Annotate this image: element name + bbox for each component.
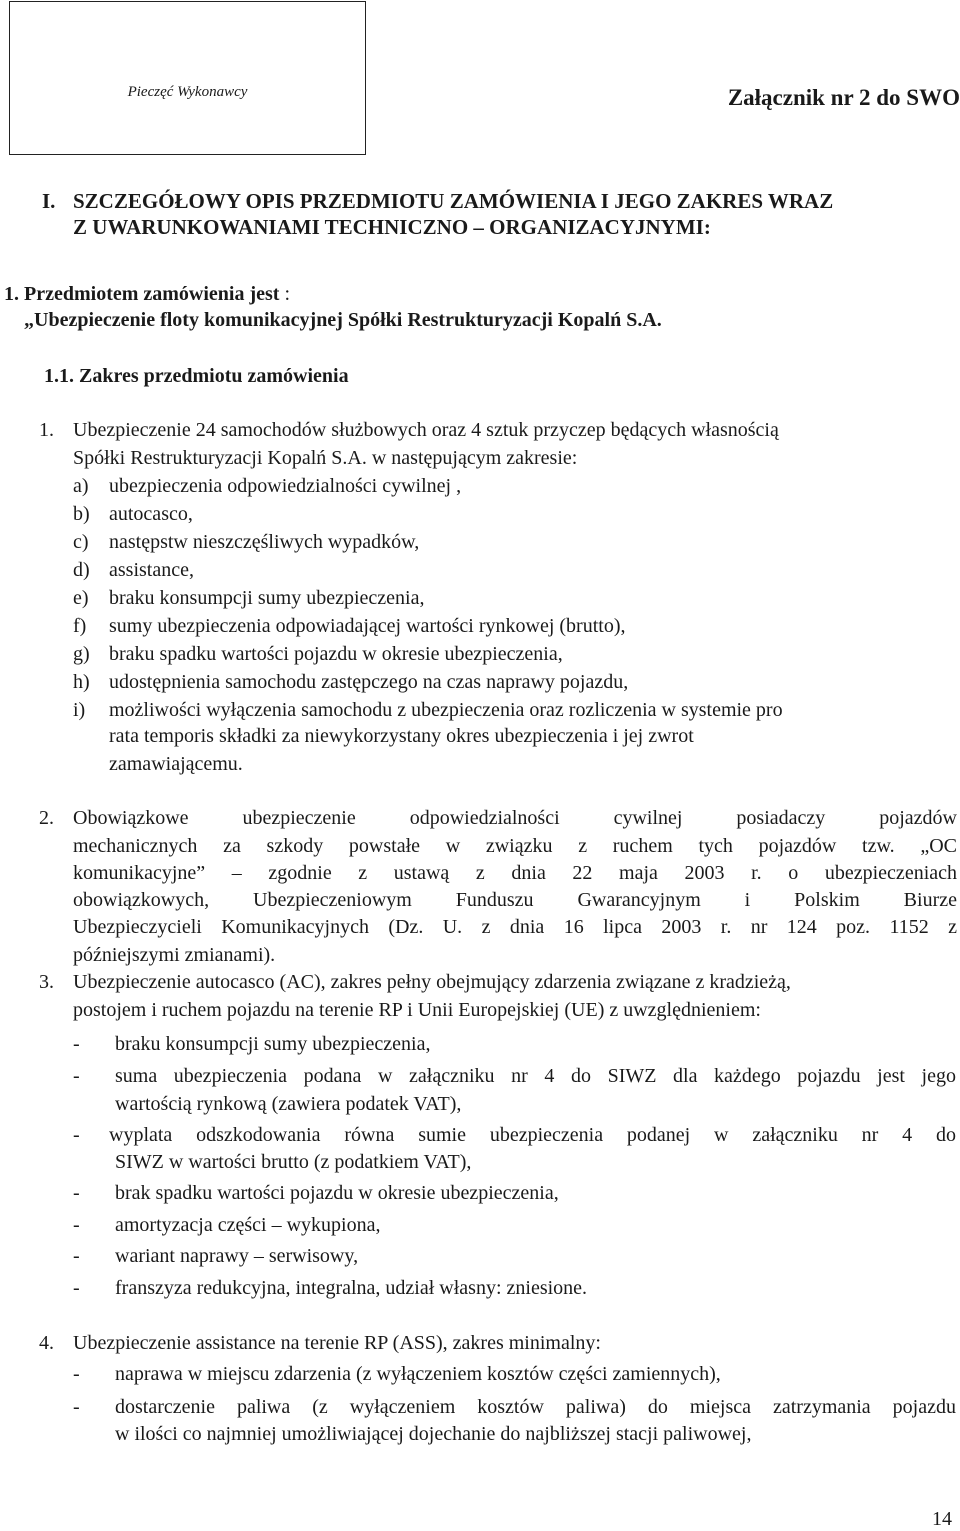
section-title-line2: Z UWARUNKOWANIAMI TECHNICZNO – ORGANIZACYJNYMI: — [73, 215, 711, 239]
list-letter-b: b) — [73, 503, 90, 525]
item3-bullet-3-cont: SIWZ w wartości brutto (z podatkiem VAT), — [115, 1151, 472, 1173]
list-item-d: assistance, — [109, 559, 194, 581]
scope-heading: 1.1. Zakres przedmiotu zamówienia — [44, 365, 349, 387]
list-item-e: braku konsumpcji sumy ubezpieczenia, — [109, 587, 425, 609]
item3-bullet-2-cont: wartością rynkową (zawiera podatek VAT), — [115, 1093, 462, 1115]
item4-bullet-2: dostarczenie paliwa (z wyłączeniem kosztów paliwa) do miejsca zatrzymania pojazdu — [115, 1396, 956, 1418]
item3-dash-5: - — [73, 1214, 80, 1236]
list-item-i: możliwości wyłączenia samochodu z ubezpieczenia oraz rozliczenia w systemie pro — [109, 699, 783, 721]
list-letter-h: h) — [73, 671, 90, 693]
item2-line5: Ubezpieczycieli Komunikacyjnych (Dz. U. z dnia 16 lipca 2003 r. nr 124 poz. 1152 z — [73, 916, 957, 938]
list-item-b: autocasco, — [109, 503, 193, 525]
item3-dash-4: - — [73, 1182, 80, 1204]
item4-number: 4. — [39, 1332, 54, 1354]
item3-bullet-2: suma ubezpieczenia podana w załączniku nr 4 do SIWZ dla każdego pojazdu jest jego — [115, 1065, 956, 1087]
attachment-label: Załącznik nr 2 do SWO — [727, 85, 960, 110]
item2-number: 2. — [39, 807, 54, 829]
list-item-g: braku spadku wartości pojazdu w okresie ubezpieczenia, — [109, 643, 563, 665]
list-letter-c: c) — [73, 531, 89, 553]
item2-line3: komunikacyjne” – zgodnie z ustawą z dnia 22 maja 2003 r. o ubezpieczeniach — [73, 862, 957, 884]
stamp-label: Pieczęć Wykonawcy — [127, 84, 248, 100]
list-item-i-cont2: zamawiającemu. — [109, 753, 243, 775]
list-item-f: sumy ubezpieczenia odpowiadającej wartości rynkowej (brutto), — [109, 615, 626, 637]
list-item-i-cont1: rata temporis składki za niewykorzystany okres ubezpieczenia i jej zwrot — [109, 725, 694, 747]
subject-colon: : — [279, 283, 291, 305]
list-item-c: następstw nieszczęśliwych wypadków, — [109, 531, 420, 553]
item4-dash-1: - — [73, 1363, 80, 1385]
list-letter-g: g) — [73, 643, 90, 665]
item3-dash-6: - — [73, 1245, 80, 1267]
list-item-a: ubezpieczenia odpowiedzialności cywilnej , — [109, 475, 462, 497]
list-letter-d: d) — [73, 559, 90, 581]
subject-label: 1. Przedmiotem zamówienia jest — [4, 283, 280, 305]
contractor-stamp-box — [9, 1, 366, 155]
item3-bullet-1: braku konsumpcji sumy ubezpieczenia, — [115, 1033, 431, 1055]
item3-line2: postojem i ruchem pojazdu na terenie RP i Unii Europejskiej (UE) z uwzględnieniem: — [73, 999, 761, 1021]
item1-line2: Spółki Restrukturyzacji Kopalń S.A. w następującym zakresie: — [73, 447, 578, 469]
item3-number: 3. — [39, 971, 54, 993]
item3-bullet-7: franszyza redukcyjna, integralna, udział własny: zniesione. — [115, 1277, 588, 1299]
list-letter-f: f) — [73, 615, 87, 637]
item4-dash-2: - — [73, 1396, 80, 1418]
item3-bullet-6: wariant naprawy – serwisowy, — [115, 1245, 359, 1267]
item2-line1: Obowiązkowe ubezpieczenie odpowiedzialności cywilnej posiadaczy pojazdów — [73, 807, 957, 829]
item1-line1: Ubezpieczenie 24 samochodów służbowych oraz 4 sztuk przyczep będących własnością — [73, 419, 779, 441]
item1-number: 1. — [39, 419, 54, 441]
subject-line1 — [4, 282, 290, 306]
item3-dash-7: - — [73, 1277, 80, 1299]
item2-line2: mechanicznych za szkody powstałe w związku z ruchem tych pojazdów tzw. „OC — [73, 835, 957, 857]
item4-bullet-2-cont: w ilości co najmniej umożliwiającej dojechanie do najbliższej stacji paliwowej, — [115, 1423, 752, 1445]
list-letter-e: e) — [73, 587, 89, 609]
list-letter-a: a) — [73, 475, 89, 497]
item3-bullet-5: amortyzacja części – wykupiona, — [115, 1214, 381, 1236]
section-title-line1: SZCZEGÓŁOWY OPIS PRZEDMIOTU ZAMÓWIENIA I JEGO ZAKRES WRAZ — [73, 189, 834, 213]
item2-line6: późniejszymi zmianami). — [73, 944, 276, 966]
list-letter-i: i) — [73, 699, 86, 721]
item3-dash-2: - — [73, 1065, 80, 1087]
item4-bullet-1: naprawa w miejscu zdarzenia (z wyłączeniem kosztów części zamiennych), — [115, 1363, 721, 1385]
item3-line1: Ubezpieczenie autocasco (AC), zakres pełny obejmujący zdarzenia związane z kradzieżą, — [73, 971, 791, 993]
subject-title: „Ubezpieczenie floty komunikacyjnej Spółki Restrukturyzacji Kopalń S.A. — [24, 309, 662, 331]
item3-bullet-3: wyplata odszkodowania równa sumie ubezpieczenia podanej w załączniku nr 4 do — [109, 1124, 956, 1146]
item3-bullet-4: brak spadku wartości pojazdu w okresie ubezpieczenia, — [115, 1182, 559, 1204]
item2-line4: obowiązkowych, Ubezpieczeniowym Funduszu Gwarancyjnym i Polskim Biurze — [73, 889, 957, 911]
page-number: 14 — [932, 1508, 952, 1530]
item3-dash-1: - — [73, 1033, 80, 1055]
item4-line1: Ubezpieczenie assistance na terenie RP (ASS), zakres minimalny: — [73, 1332, 601, 1354]
section-number: I. — [42, 189, 56, 213]
list-item-h: udostępnienia samochodu zastępczego na czas naprawy pojazdu, — [109, 671, 629, 693]
item3-dash-3: - — [73, 1124, 80, 1146]
